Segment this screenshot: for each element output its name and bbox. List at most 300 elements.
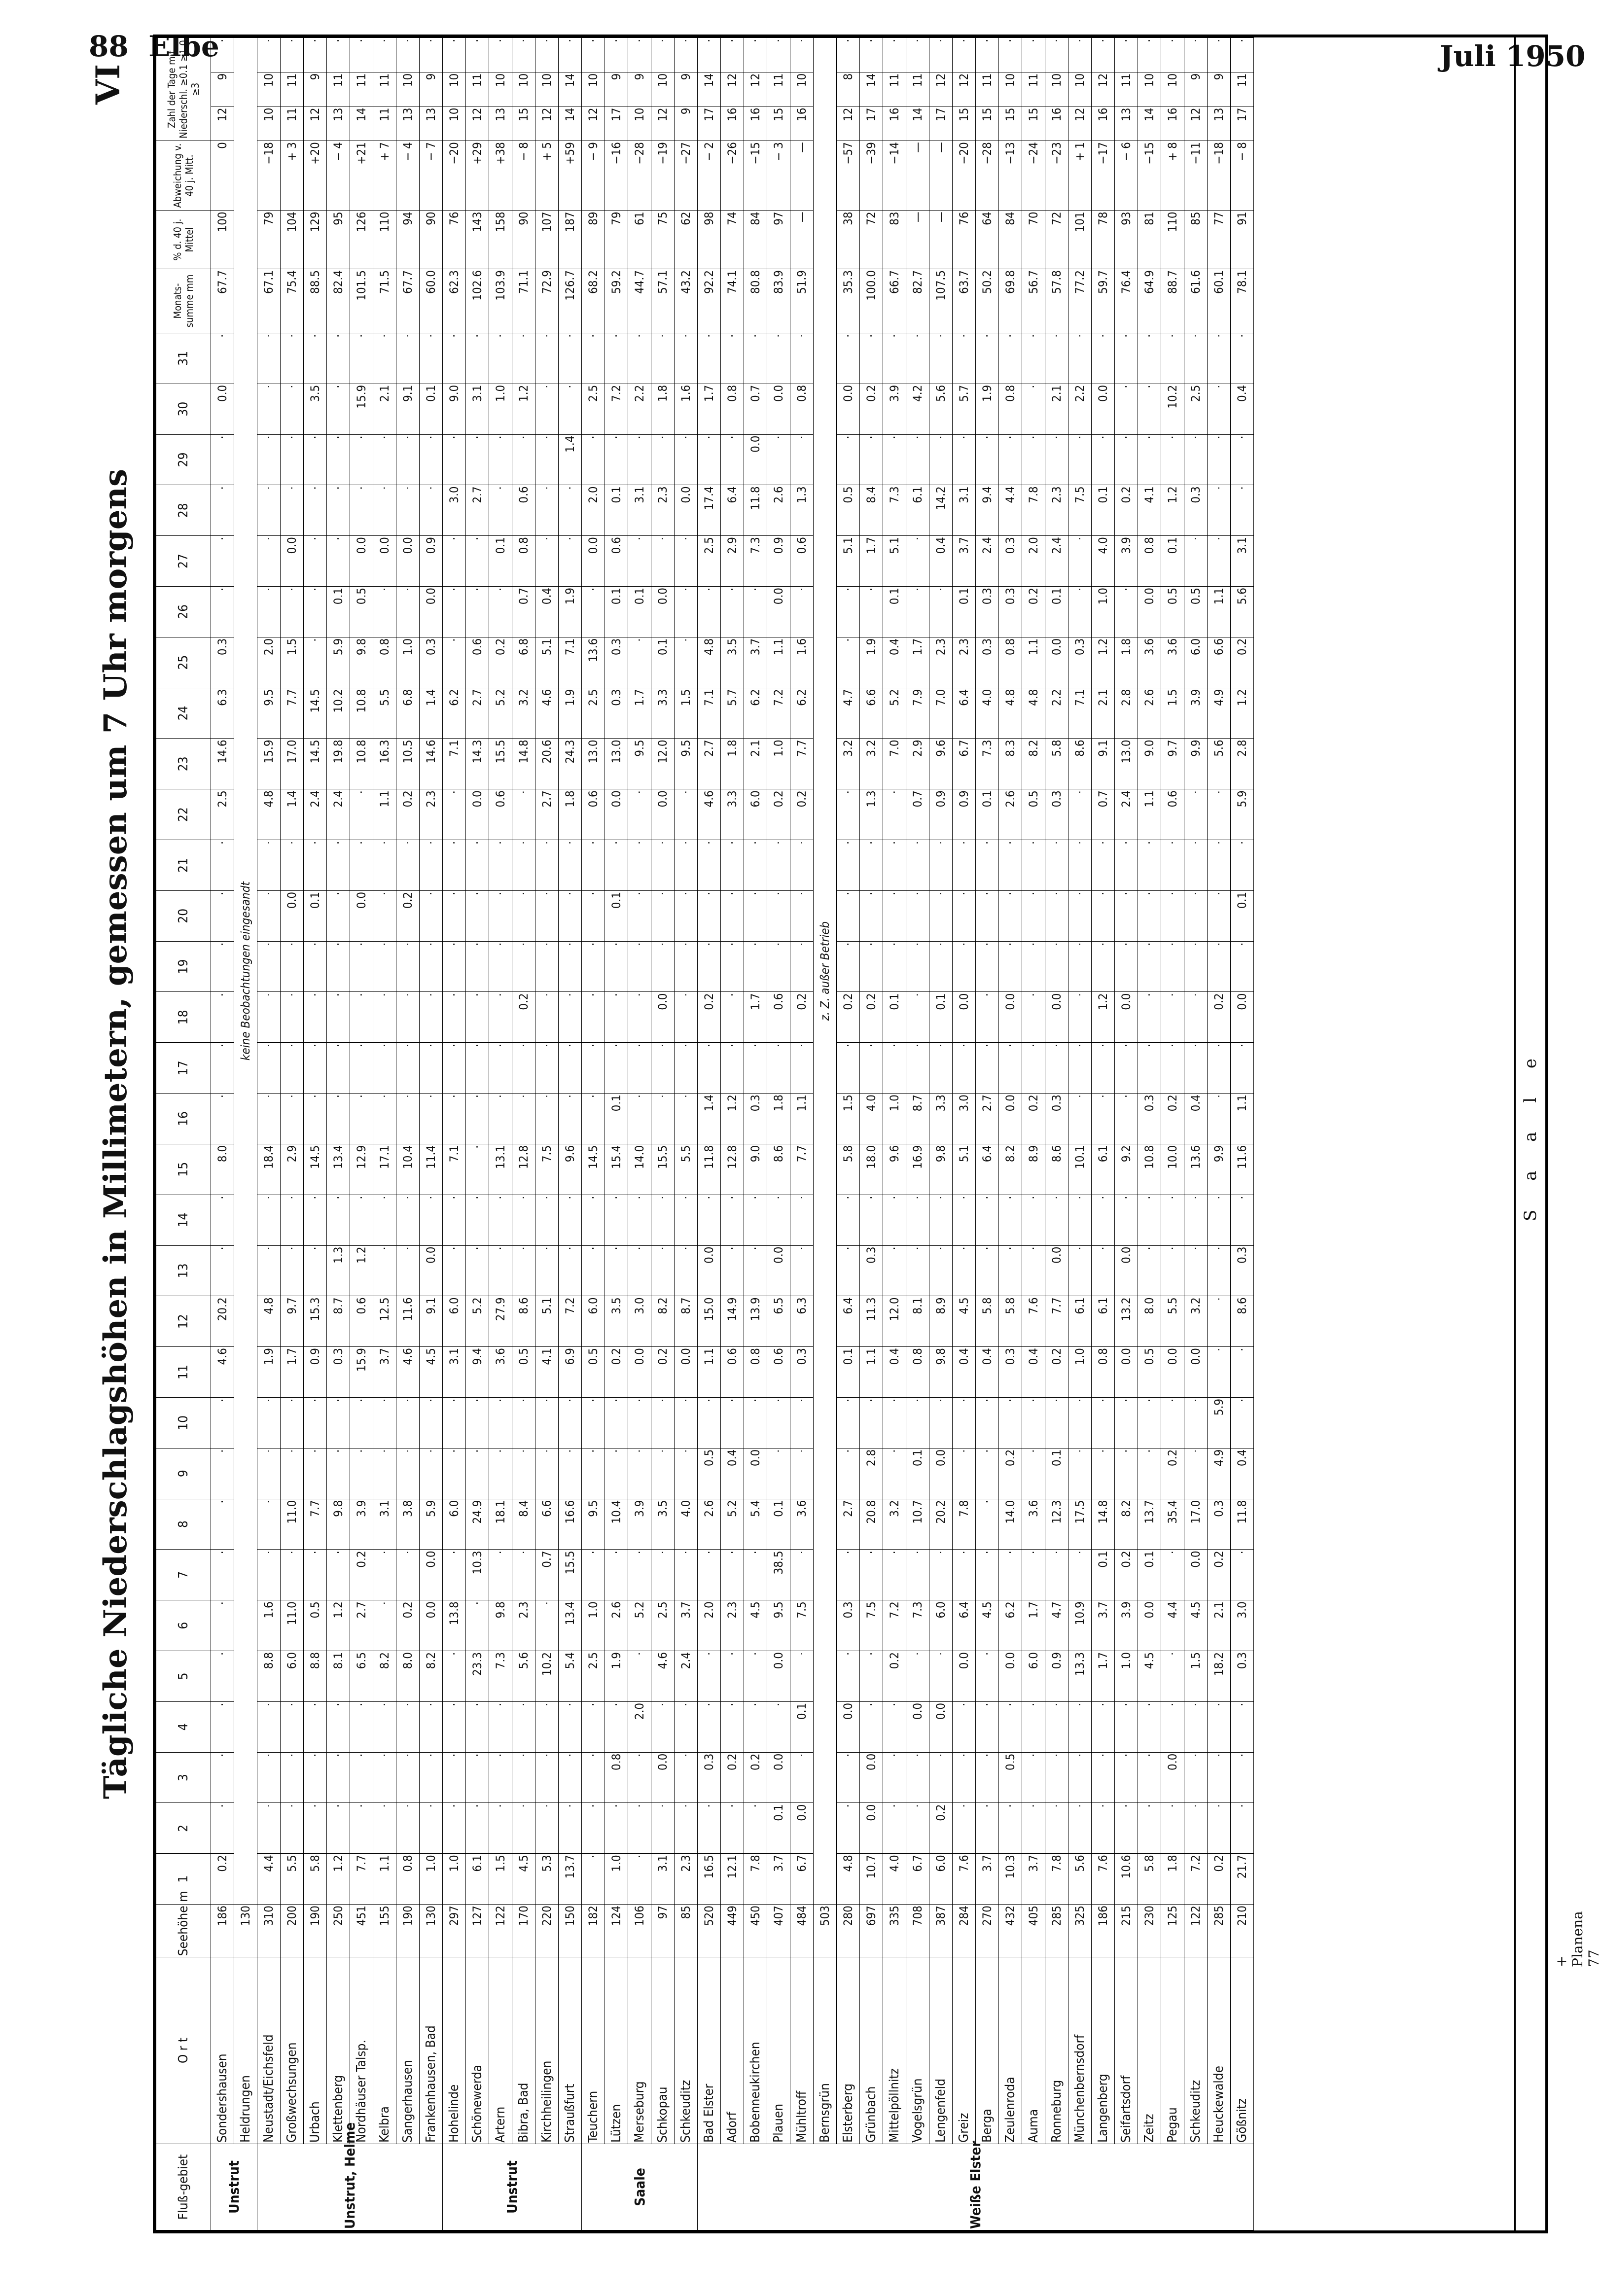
day-cell: · bbox=[744, 1245, 767, 1296]
day-cell: 14.0 bbox=[628, 1144, 651, 1195]
tage-cell: 13 bbox=[420, 106, 443, 141]
day-cell: · bbox=[1161, 992, 1184, 1043]
day-cell: 3.5 bbox=[651, 1499, 675, 1550]
day-cell: · bbox=[559, 1448, 582, 1499]
day-cell: 3.7 bbox=[767, 1854, 790, 1905]
day-cell: 0.0 bbox=[651, 992, 675, 1043]
day-cell: 0.0 bbox=[420, 1550, 443, 1600]
pct-cell: 76 bbox=[443, 211, 466, 269]
day-cell: 3.2 bbox=[837, 739, 860, 789]
ort-cell: Mühltroff bbox=[790, 1957, 814, 2144]
tage-cell: 14 bbox=[860, 72, 883, 106]
day-cell: · bbox=[535, 1701, 559, 1752]
day-cell: · bbox=[512, 1550, 535, 1600]
tage-cell: 10 bbox=[1045, 72, 1068, 106]
day-cell: 7.7 bbox=[1045, 1296, 1068, 1347]
day-cell: · bbox=[211, 1397, 234, 1448]
abw-cell: + 3 bbox=[281, 141, 304, 211]
day-cell: 1.0 bbox=[1115, 1651, 1138, 1702]
day-cell: · bbox=[489, 1397, 512, 1448]
day-cell: 5.8 bbox=[837, 1144, 860, 1195]
day-cell: · bbox=[744, 1397, 767, 1448]
day-cell: 3.1 bbox=[651, 1854, 675, 1905]
day-cell: 1.5 bbox=[675, 688, 698, 739]
day-cell: 11.0 bbox=[281, 1600, 304, 1651]
flussgebiet-cell: Unstrut bbox=[443, 2144, 582, 2230]
day-cell: · bbox=[744, 1701, 767, 1752]
tage-cell: · bbox=[489, 38, 512, 72]
day-cell: · bbox=[628, 1094, 651, 1144]
day-cell: 17.1 bbox=[373, 1144, 396, 1195]
day-cell: · bbox=[929, 1752, 953, 1803]
day-cell: 10.4 bbox=[605, 1499, 628, 1550]
tage-cell: · bbox=[257, 38, 281, 72]
day-cell: · bbox=[675, 536, 698, 587]
day-cell: · bbox=[1068, 1397, 1092, 1448]
day-cell: · bbox=[559, 941, 582, 992]
day-cell: 0.0 bbox=[466, 789, 489, 840]
col-day-5: 5 bbox=[156, 1651, 211, 1702]
day-cell: 5.2 bbox=[628, 1600, 651, 1651]
pct-cell: 107 bbox=[535, 211, 559, 269]
day-cell: · bbox=[443, 1752, 466, 1803]
day-cell: 7.1 bbox=[559, 637, 582, 688]
pct-cell: 104 bbox=[281, 211, 304, 269]
day-cell: 0.2 bbox=[1022, 1094, 1045, 1144]
ort-cell: Bernsgrün bbox=[814, 1957, 837, 2144]
day-cell: · bbox=[1138, 941, 1161, 992]
day-cell: 2.5 bbox=[582, 384, 605, 434]
day-cell: 35.4 bbox=[1161, 1499, 1184, 1550]
day-cell: · bbox=[373, 1701, 396, 1752]
sum-cell: 100.0 bbox=[860, 269, 883, 333]
day-cell: 0.8 bbox=[1138, 536, 1161, 587]
day-cell: 7.8 bbox=[1022, 485, 1045, 536]
day-cell: 5.6 bbox=[1231, 586, 1254, 637]
tage-cell: 16 bbox=[721, 106, 744, 141]
day-cell: 7.1 bbox=[698, 688, 721, 739]
day-cell: · bbox=[1138, 434, 1161, 485]
day-cell: 3.2 bbox=[512, 688, 535, 739]
day-cell: 8.2 bbox=[999, 1144, 1022, 1195]
tage-cell: · bbox=[1115, 38, 1138, 72]
day-cell: 4.6 bbox=[698, 789, 721, 840]
table-row bbox=[1045, 38, 1068, 2230]
day-cell: 12.0 bbox=[651, 739, 675, 789]
day-cell: 0.8 bbox=[790, 384, 814, 434]
ort-cell: Heldrungen bbox=[234, 1957, 257, 2144]
day-cell: 7.5 bbox=[860, 1600, 883, 1651]
day-cell: 6.4 bbox=[837, 1296, 860, 1347]
day-cell: · bbox=[489, 485, 512, 536]
day-cell: · bbox=[1092, 890, 1115, 941]
day-cell: 16.6 bbox=[559, 1499, 582, 1550]
day-cell: · bbox=[373, 1752, 396, 1803]
day-cell: · bbox=[628, 637, 651, 688]
day-cell: · bbox=[281, 1195, 304, 1245]
day-cell: 4.8 bbox=[257, 789, 281, 840]
day-cell: 13.6 bbox=[582, 637, 605, 688]
abw-cell: −24 bbox=[1022, 141, 1045, 211]
day-cell: · bbox=[327, 1752, 350, 1803]
day-cell: · bbox=[396, 1245, 420, 1296]
day-cell: 9.2 bbox=[1115, 1144, 1138, 1195]
day-cell: · bbox=[535, 1043, 559, 1094]
day-cell: · bbox=[1184, 890, 1208, 941]
day-cell: · bbox=[906, 1550, 929, 1600]
table-row bbox=[1208, 38, 1231, 2230]
day-cell: 2.7 bbox=[466, 688, 489, 739]
table-row bbox=[512, 38, 535, 2230]
day-cell: · bbox=[443, 333, 466, 384]
abw-cell: − 8 bbox=[1231, 141, 1254, 211]
day-cell: 12.5 bbox=[373, 1296, 396, 1347]
day-cell: 2.6 bbox=[1138, 688, 1161, 739]
day-cell: · bbox=[1022, 890, 1045, 941]
day-cell: 4.0 bbox=[976, 688, 999, 739]
day-cell: 3.3 bbox=[651, 688, 675, 739]
day-cell: · bbox=[605, 1245, 628, 1296]
day-cell: 7.3 bbox=[906, 1600, 929, 1651]
day-cell: 9.5 bbox=[675, 739, 698, 789]
pct-cell: 91 bbox=[1231, 211, 1254, 269]
day-cell: 0.2 bbox=[860, 992, 883, 1043]
day-cell: 0.1 bbox=[1161, 536, 1184, 587]
day-cell: 4.9 bbox=[1208, 688, 1231, 739]
day-cell: 0.2 bbox=[883, 1651, 906, 1702]
day-cell: · bbox=[698, 434, 721, 485]
day-cell: 10.4 bbox=[396, 1144, 420, 1195]
day-cell: · bbox=[559, 1094, 582, 1144]
tage-cell: 12 bbox=[744, 72, 767, 106]
day-cell: 0.0 bbox=[837, 1701, 860, 1752]
day-cell: 14.3 bbox=[466, 739, 489, 789]
tage-cell: · bbox=[628, 38, 651, 72]
col-day-30: 30 bbox=[156, 384, 211, 434]
day-cell: · bbox=[535, 840, 559, 891]
sum-cell: 88.5 bbox=[304, 269, 327, 333]
day-cell: · bbox=[790, 1550, 814, 1600]
abw-cell: −15 bbox=[1138, 141, 1161, 211]
day-cell: 3.2 bbox=[1184, 1296, 1208, 1347]
tage-cell: 11 bbox=[350, 72, 373, 106]
day-cell: · bbox=[327, 1043, 350, 1094]
day-cell: 4.0 bbox=[860, 1094, 883, 1144]
day-cell: · bbox=[860, 1701, 883, 1752]
table-row bbox=[1161, 38, 1184, 2230]
day-cell: · bbox=[883, 1550, 906, 1600]
day-cell: · bbox=[350, 485, 373, 536]
day-cell: · bbox=[929, 840, 953, 891]
abw-cell: − 3 bbox=[767, 141, 790, 211]
table-row bbox=[327, 38, 350, 2230]
day-cell: 0.1 bbox=[420, 384, 443, 434]
day-cell: · bbox=[605, 434, 628, 485]
day-cell: · bbox=[675, 840, 698, 891]
pct-cell: 72 bbox=[860, 211, 883, 269]
day-cell: · bbox=[767, 1448, 790, 1499]
day-cell: 0.1 bbox=[906, 1448, 929, 1499]
sum-cell: 68.2 bbox=[582, 269, 605, 333]
day-cell: 0.0 bbox=[767, 586, 790, 637]
day-cell: · bbox=[744, 1043, 767, 1094]
day-cell: 4.5 bbox=[976, 1600, 999, 1651]
table-row bbox=[860, 38, 883, 2230]
day-cell: · bbox=[628, 1397, 651, 1448]
pct-cell: 101 bbox=[1068, 211, 1092, 269]
day-cell: 4.1 bbox=[535, 1347, 559, 1398]
day-cell: 1.9 bbox=[559, 688, 582, 739]
table-row bbox=[883, 38, 906, 2230]
day-cell: 0.0 bbox=[651, 789, 675, 840]
col-day-20: 20 bbox=[156, 890, 211, 941]
col-day-17: 17 bbox=[156, 1043, 211, 1094]
day-cell: 1.0 bbox=[767, 739, 790, 789]
day-cell: 1.5 bbox=[489, 1854, 512, 1905]
day-cell: · bbox=[304, 333, 327, 384]
day-cell: 3.1 bbox=[466, 384, 489, 434]
day-cell: 2.3 bbox=[675, 1854, 698, 1905]
day-cell: · bbox=[953, 1803, 976, 1854]
ort-cell: Langenberg bbox=[1092, 1957, 1115, 2144]
day-cell: · bbox=[1231, 1701, 1254, 1752]
day-cell: 7.7 bbox=[790, 1144, 814, 1195]
day-cell: · bbox=[999, 1397, 1022, 1448]
sum-cell: 35.3 bbox=[837, 269, 860, 333]
day-cell: · bbox=[698, 1397, 721, 1448]
tage-cell: · bbox=[767, 38, 790, 72]
day-cell: · bbox=[744, 941, 767, 992]
day-cell: 3.6 bbox=[790, 1499, 814, 1550]
day-cell: 0.0 bbox=[396, 536, 420, 587]
day-cell: · bbox=[489, 586, 512, 637]
day-cell: · bbox=[999, 434, 1022, 485]
day-cell: 11.3 bbox=[860, 1296, 883, 1347]
day-cell: · bbox=[976, 1803, 999, 1854]
day-cell: 7.3 bbox=[744, 536, 767, 587]
day-cell: · bbox=[1068, 890, 1092, 941]
day-cell: 1.7 bbox=[906, 637, 929, 688]
ort-cell: Großwechsungen bbox=[281, 1957, 304, 2144]
day-cell: · bbox=[327, 840, 350, 891]
day-cell: · bbox=[651, 941, 675, 992]
day-cell: 1.2 bbox=[1092, 992, 1115, 1043]
day-cell: · bbox=[1092, 1245, 1115, 1296]
day-cell: 13.2 bbox=[1115, 1296, 1138, 1347]
day-cell: · bbox=[304, 1195, 327, 1245]
tage-cell: 15 bbox=[767, 106, 790, 141]
day-cell: · bbox=[675, 1701, 698, 1752]
day-cell: · bbox=[512, 1094, 535, 1144]
table-row bbox=[790, 38, 814, 2230]
seehoehe-cell: 230 bbox=[1138, 1905, 1161, 1957]
day-cell: 12.3 bbox=[1045, 1499, 1068, 1550]
day-cell: 1.1 bbox=[767, 637, 790, 688]
day-cell: · bbox=[466, 992, 489, 1043]
day-cell: · bbox=[1022, 333, 1045, 384]
day-cell: 3.6 bbox=[489, 1347, 512, 1398]
tage-cell: 9 bbox=[420, 72, 443, 106]
day-cell: 1.2 bbox=[1092, 637, 1115, 688]
day-cell: · bbox=[257, 941, 281, 992]
day-cell: 1.5 bbox=[837, 1094, 860, 1144]
day-cell: · bbox=[559, 840, 582, 891]
day-cell: 11.4 bbox=[420, 1144, 443, 1195]
day-cell: · bbox=[929, 333, 953, 384]
pct-cell: — bbox=[929, 211, 953, 269]
day-cell: · bbox=[906, 1195, 929, 1245]
day-cell: 8.6 bbox=[1231, 1296, 1254, 1347]
day-cell: · bbox=[744, 890, 767, 941]
ort-cell: Plauen bbox=[767, 1957, 790, 2144]
day-cell: · bbox=[1161, 1043, 1184, 1094]
ort-cell: Elsterberg bbox=[837, 1957, 860, 2144]
day-cell: · bbox=[350, 1448, 373, 1499]
seehoehe-cell: 284 bbox=[953, 1905, 976, 1957]
tage-cell: · bbox=[651, 38, 675, 72]
day-cell: 1.7 bbox=[1092, 1651, 1115, 1702]
ort-cell: Kirchheilingen bbox=[535, 1957, 559, 2144]
day-cell: · bbox=[790, 1043, 814, 1094]
day-cell: 2.9 bbox=[906, 739, 929, 789]
day-cell: 9.1 bbox=[420, 1296, 443, 1347]
tage-cell: 16 bbox=[1045, 106, 1068, 141]
day-cell: 0.4 bbox=[883, 637, 906, 688]
day-cell: 6.4 bbox=[721, 485, 744, 536]
tage-cell: 15 bbox=[953, 106, 976, 141]
day-cell: · bbox=[489, 1094, 512, 1144]
sum-cell: 71.5 bbox=[373, 269, 396, 333]
day-cell: 5.6 bbox=[1068, 1854, 1092, 1905]
day-cell: · bbox=[257, 1195, 281, 1245]
day-cell: · bbox=[1092, 840, 1115, 891]
day-cell: 2.5 bbox=[651, 1600, 675, 1651]
ort-cell: Neustadt/Eichsfeld bbox=[257, 1957, 281, 2144]
day-cell: · bbox=[721, 840, 744, 891]
day-cell: · bbox=[837, 1752, 860, 1803]
tage-cell: · bbox=[1208, 38, 1231, 72]
tage-cell: 9 bbox=[1208, 72, 1231, 106]
day-cell: 1.2 bbox=[512, 384, 535, 434]
day-cell: 0.2 bbox=[837, 992, 860, 1043]
day-cell: · bbox=[976, 1752, 999, 1803]
day-cell: 2.7 bbox=[698, 739, 721, 789]
day-cell: · bbox=[327, 1195, 350, 1245]
day-cell: · bbox=[1208, 941, 1231, 992]
day-cell: 0.6 bbox=[582, 789, 605, 840]
day-cell: · bbox=[443, 789, 466, 840]
seehoehe-cell: 285 bbox=[1045, 1905, 1068, 1957]
day-cell: · bbox=[1068, 1803, 1092, 1854]
day-cell: · bbox=[675, 1550, 698, 1600]
day-cell: · bbox=[257, 1448, 281, 1499]
day-cell: · bbox=[929, 1397, 953, 1448]
day-cell: · bbox=[489, 941, 512, 992]
tage-cell: · bbox=[953, 38, 976, 72]
day-cell: 10.3 bbox=[999, 1854, 1022, 1905]
day-cell: · bbox=[1022, 434, 1045, 485]
day-cell: · bbox=[559, 333, 582, 384]
sum-cell: 51.9 bbox=[790, 269, 814, 333]
day-cell: 0.7 bbox=[512, 586, 535, 637]
seehoehe-cell: 150 bbox=[559, 1905, 582, 1957]
day-cell: 0.2 bbox=[396, 890, 420, 941]
day-cell: 3.9 bbox=[350, 1499, 373, 1550]
day-cell: · bbox=[281, 992, 304, 1043]
day-cell: · bbox=[883, 890, 906, 941]
day-cell: · bbox=[535, 536, 559, 587]
day-cell: · bbox=[790, 1195, 814, 1245]
day-cell: · bbox=[396, 1094, 420, 1144]
col-flussgebiet: Fluß-gebiet bbox=[156, 2144, 211, 2230]
day-cell: · bbox=[327, 1701, 350, 1752]
day-cell: · bbox=[1138, 1701, 1161, 1752]
day-cell: · bbox=[396, 1803, 420, 1854]
day-cell: 2.5 bbox=[211, 789, 234, 840]
day-cell: · bbox=[1068, 840, 1092, 891]
day-cell: · bbox=[999, 1195, 1022, 1245]
day-cell: 7.7 bbox=[790, 739, 814, 789]
day-cell: · bbox=[582, 1752, 605, 1803]
tage-cell: 11 bbox=[976, 72, 999, 106]
day-cell: 0.0 bbox=[1115, 1347, 1138, 1398]
day-cell: · bbox=[1231, 1043, 1254, 1094]
day-cell: 6.4 bbox=[953, 1600, 976, 1651]
day-cell: · bbox=[976, 1651, 999, 1702]
day-cell: 8.6 bbox=[512, 1296, 535, 1347]
day-cell: · bbox=[675, 637, 698, 688]
day-cell: 4.2 bbox=[906, 384, 929, 434]
day-cell: · bbox=[443, 840, 466, 891]
day-cell: 2.2 bbox=[628, 384, 651, 434]
tage-cell: 11 bbox=[767, 72, 790, 106]
tage-cell: 12 bbox=[953, 72, 976, 106]
day-cell: · bbox=[837, 941, 860, 992]
day-cell: 0.6 bbox=[1161, 789, 1184, 840]
day-cell: 0.1 bbox=[883, 992, 906, 1043]
day-cell: 0.0 bbox=[929, 1448, 953, 1499]
sum-cell: 126.7 bbox=[559, 269, 582, 333]
col-day-25: 25 bbox=[156, 637, 211, 688]
day-cell: 0.2 bbox=[1208, 1550, 1231, 1600]
day-cell: · bbox=[999, 1803, 1022, 1854]
day-cell: 7.6 bbox=[1092, 1854, 1115, 1905]
day-cell: 0.0 bbox=[860, 1803, 883, 1854]
day-cell: 3.0 bbox=[628, 1296, 651, 1347]
day-cell: 18.2 bbox=[1208, 1651, 1231, 1702]
day-cell: 0.0 bbox=[651, 586, 675, 637]
day-cell: 0.4 bbox=[721, 1448, 744, 1499]
day-cell: 1.7 bbox=[281, 1347, 304, 1398]
day-cell: · bbox=[906, 992, 929, 1043]
seehoehe-cell: 285 bbox=[1208, 1905, 1231, 1957]
sum-cell: 92.2 bbox=[698, 269, 721, 333]
ort-cell: Bobenneukirchen bbox=[744, 1957, 767, 2144]
day-cell: · bbox=[489, 1043, 512, 1094]
day-cell: · bbox=[535, 485, 559, 536]
day-cell: · bbox=[721, 1701, 744, 1752]
day-cell: · bbox=[1068, 789, 1092, 840]
sum-cell: 67.7 bbox=[211, 269, 234, 333]
col-abweichung: Abweichung v. 40 j. Mitt. bbox=[156, 141, 211, 211]
day-cell: 5.8 bbox=[1138, 1854, 1161, 1905]
table-row bbox=[1138, 38, 1161, 2230]
day-cell: · bbox=[1184, 536, 1208, 587]
day-cell: · bbox=[373, 1043, 396, 1094]
tage-cell: 9 bbox=[675, 72, 698, 106]
day-cell: 9.1 bbox=[396, 384, 420, 434]
sum-cell: 77.2 bbox=[1068, 269, 1092, 333]
